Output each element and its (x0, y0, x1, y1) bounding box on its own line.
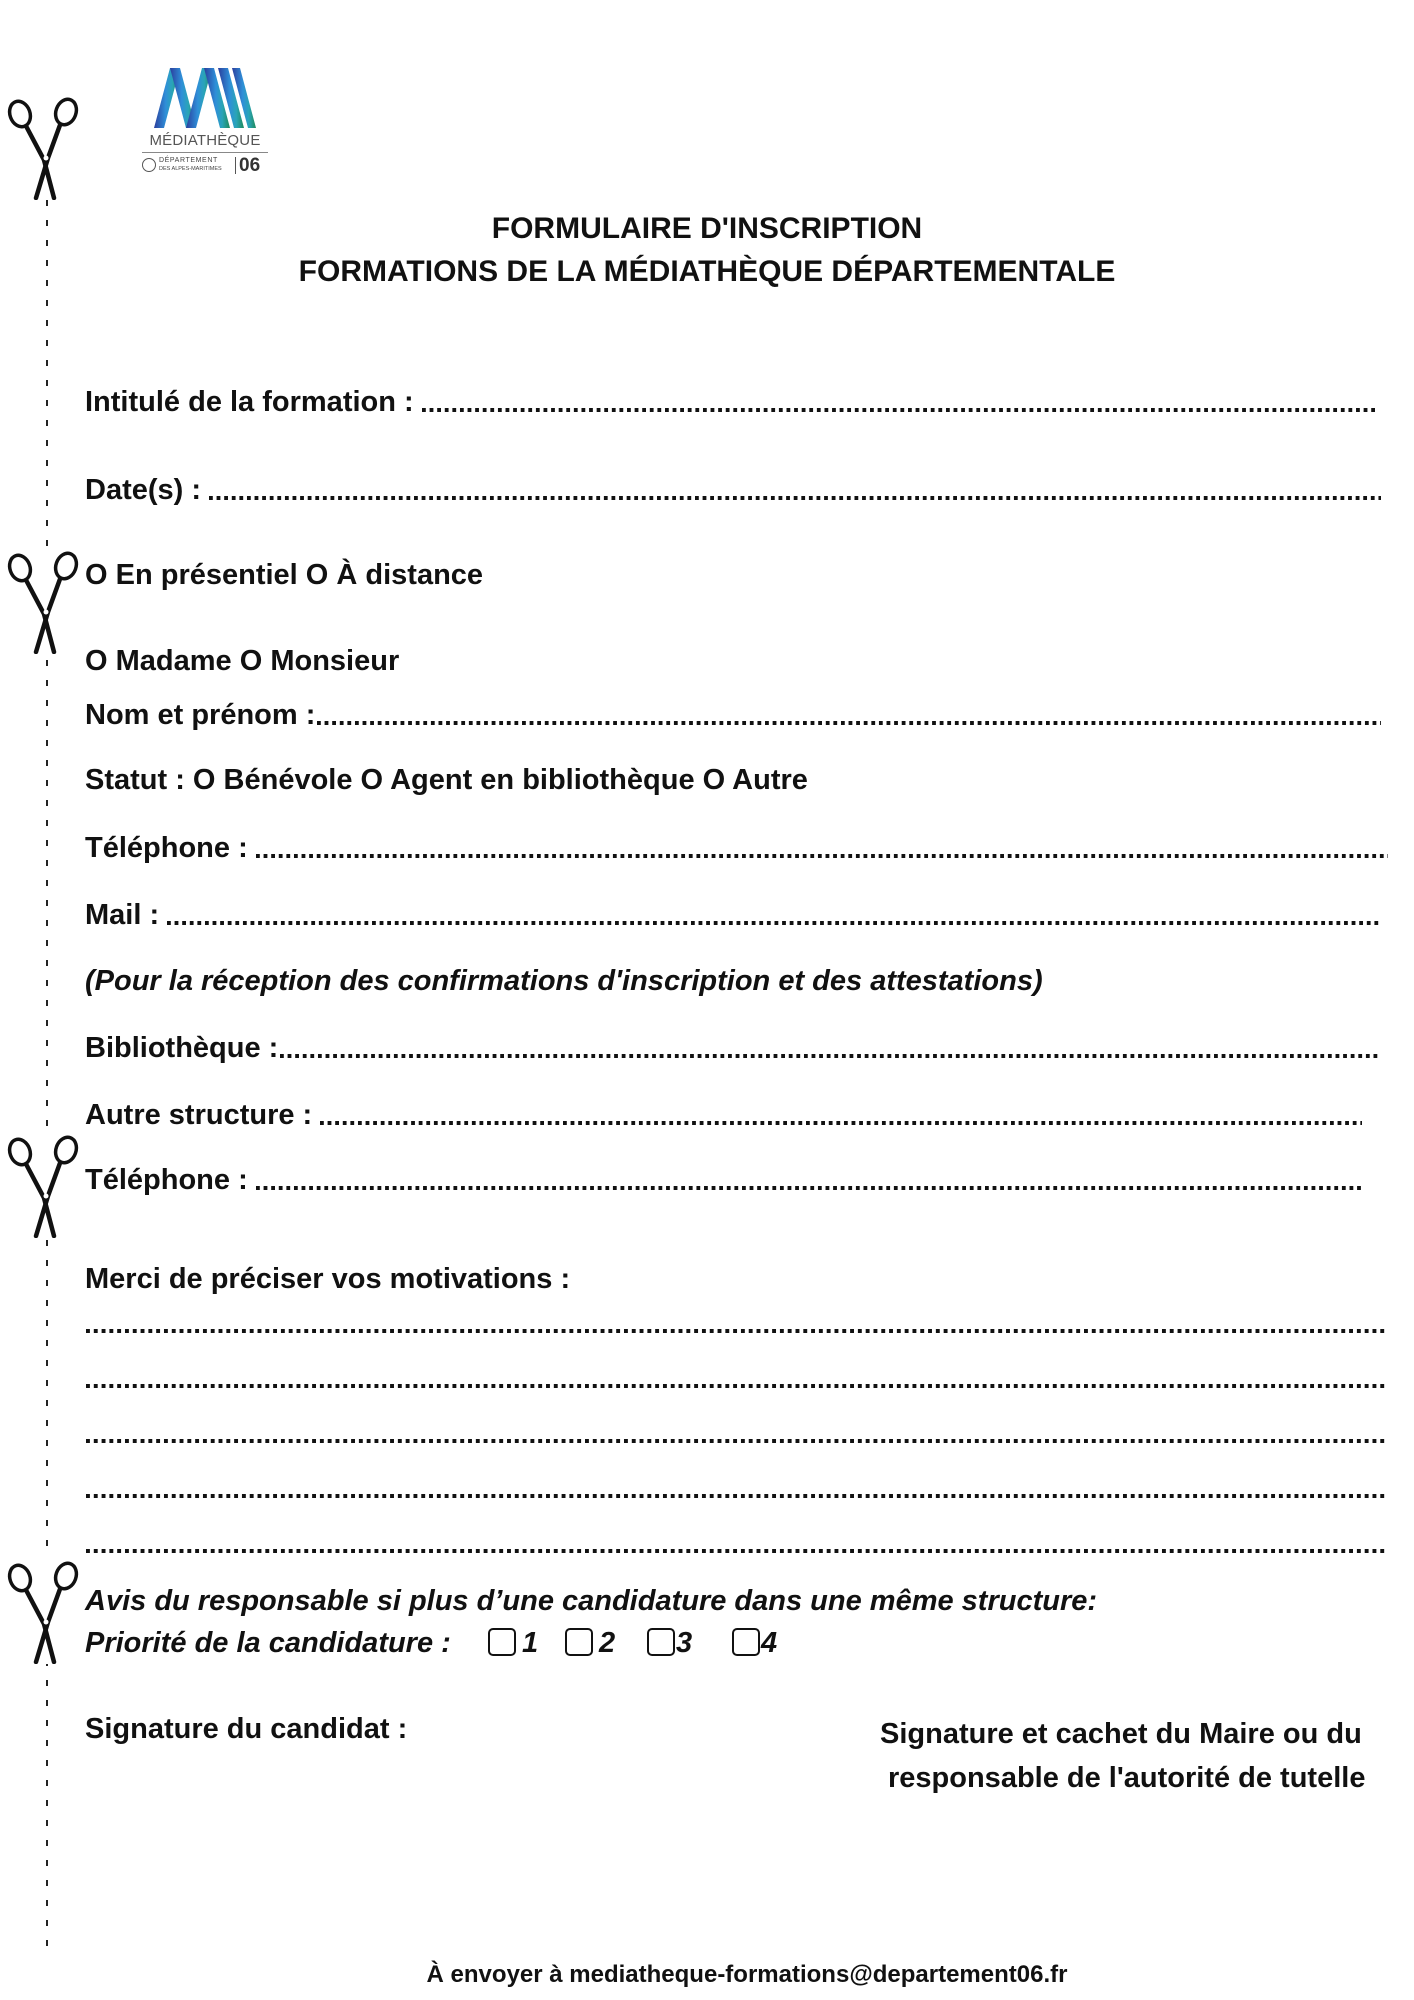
field-autre-structure-line[interactable] (320, 1121, 1362, 1125)
scissors-icon (4, 1134, 86, 1238)
footer-send-to[interactable]: À envoyer à mediatheque-formations@departement06.fr (426, 1961, 1068, 1988)
priority-option-1[interactable] (488, 1626, 538, 1660)
motivation-line[interactable] (86, 1329, 1388, 1333)
field-telephone[interactable] (85, 831, 1388, 865)
logo-org-number: 06 (239, 155, 261, 176)
field-nom-line[interactable] (317, 721, 1381, 725)
mediatheque-logo (140, 64, 270, 180)
field-telephone-structure-line[interactable] (256, 1186, 1362, 1190)
field-mail-label: Mail : (85, 899, 160, 931)
field-telephone-line[interactable] (256, 854, 1388, 858)
mail-note: (Pour la réception des confirmations d'inscription et des attestations) (85, 965, 1043, 997)
priority-option-2[interactable] (565, 1626, 615, 1660)
field-telephone-structure-label: Téléphone : (85, 1164, 248, 1196)
priority-label: Priorité de la candidature : (85, 1627, 451, 1659)
field-telephone-structure[interactable] (85, 1163, 1362, 1197)
avis-label: Avis du responsable si plus d’une candidature dans une même structure: (85, 1585, 1098, 1617)
logo-name: MÉDIATHÈQUE (149, 132, 261, 149)
motivation-line[interactable] (86, 1384, 1388, 1388)
motivation-line[interactable] (86, 1439, 1388, 1443)
field-mail-line[interactable] (167, 921, 1380, 925)
signature-authority-line1: Signature et cachet du Maire ou du (880, 1718, 1362, 1750)
signature-authority-line2: responsable de l'autorité de tutelle (888, 1762, 1366, 1794)
checkbox-icon[interactable] (647, 1628, 675, 1656)
priority-option-1-label: 1 (522, 1627, 539, 1659)
motivations-label: Merci de préciser vos motivations : (85, 1263, 571, 1295)
priority-option-4[interactable] (732, 1626, 777, 1660)
form-title-line2: FORMATIONS DE LA MÉDIATHÈQUE DÉPARTEMENTALE (298, 255, 1116, 288)
logo-org-line2: DES ALPES-MARITIMES (159, 166, 222, 172)
statut-options[interactable]: Statut : O Bénévole O Agent en bibliothèque O Autre (85, 764, 808, 796)
logo-org-line1: DÉPARTEMENT (159, 157, 218, 164)
checkbox-icon[interactable] (732, 1628, 760, 1656)
priority-option-2-label: 2 (599, 1627, 616, 1659)
priority-option-3-label: 3 (676, 1627, 693, 1659)
field-intitule[interactable] (85, 385, 1375, 419)
department-emblem-icon (142, 158, 156, 172)
checkbox-icon[interactable] (488, 1628, 516, 1656)
field-dates[interactable] (85, 473, 1381, 507)
priority-option-4-label: 4 (761, 1627, 778, 1659)
field-autre-structure[interactable] (85, 1098, 1362, 1132)
signature-candidate-label: Signature du candidat : (85, 1713, 408, 1745)
scissors-icon (4, 96, 86, 200)
field-intitule-line[interactable] (422, 408, 1375, 412)
logo-divider (142, 152, 268, 153)
civilite-options[interactable]: O Madame O Monsieur (85, 645, 400, 677)
field-bibliotheque-label: Bibliothèque : (85, 1032, 279, 1064)
field-mail[interactable] (85, 898, 1380, 932)
checkbox-icon[interactable] (565, 1628, 593, 1656)
form-title-line1: FORMULAIRE D'INSCRIPTION (491, 212, 923, 245)
field-intitule-label: Intitulé de la formation : (85, 386, 414, 418)
motivation-line[interactable] (86, 1494, 1388, 1498)
scissors-icon (4, 550, 86, 654)
field-bibliotheque[interactable] (85, 1031, 1378, 1065)
field-nom-label: Nom et prénom : (85, 699, 316, 731)
priority-option-3[interactable] (647, 1626, 692, 1660)
signature-authority-block (880, 1712, 1410, 1800)
field-autre-structure-label: Autre structure : (85, 1099, 313, 1131)
motivation-line[interactable] (86, 1549, 1388, 1553)
scissors-icon (4, 1560, 86, 1664)
logo-separator (235, 157, 236, 174)
field-bibliotheque-line[interactable] (280, 1054, 1378, 1058)
field-dates-line[interactable] (209, 496, 1381, 500)
modalite-options[interactable]: O En présentiel O À distance (85, 559, 484, 591)
cut-line (46, 100, 48, 1960)
field-dates-label: Date(s) : (85, 474, 202, 506)
priority-row (85, 1626, 805, 1660)
field-nom[interactable] (85, 698, 1381, 732)
field-telephone-label: Téléphone : (85, 832, 248, 864)
logo-mark-icon (140, 64, 270, 130)
